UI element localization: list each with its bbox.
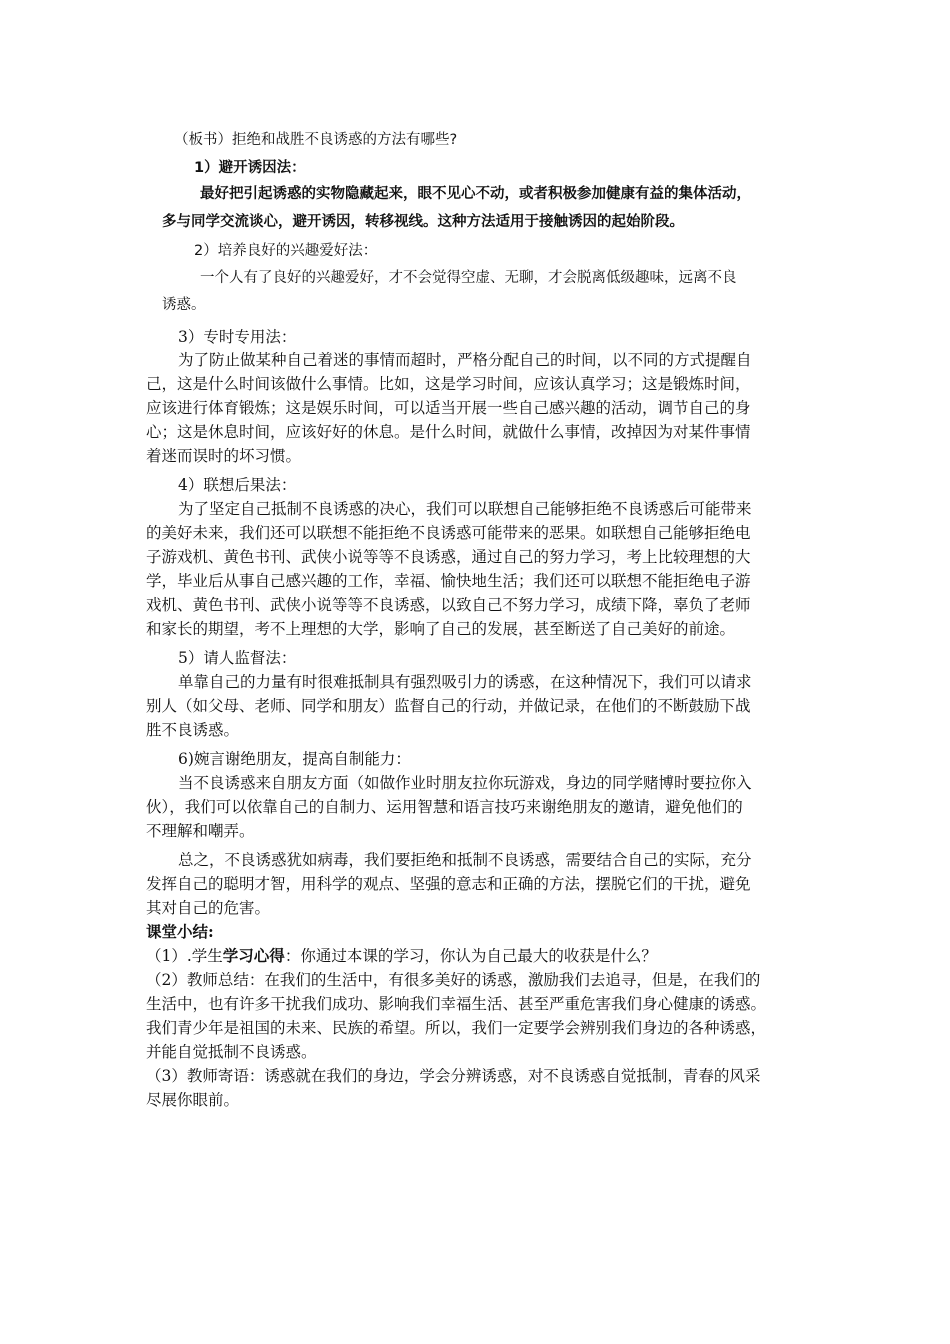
conclusion-text-1: 总之，不良诱惑犹如病毒，我们要拒绝和抵制不良诱惑，需要结合自己的实际，充分 xyxy=(178,851,752,869)
summary-item-1-emphasis: 学习心得 xyxy=(222,946,285,965)
method-2-text-1: 一个人有了良好的兴趣爱好，才不会觉得空虚、无聊，才会脱离低级趣味，远离不良 xyxy=(200,270,737,286)
method-6-title: 6)婉言谢绝朋友，提高自制能力： xyxy=(178,750,411,768)
method-3-text-2: 己，这是什么时间该做什么事情。比如，这是学习时间，应该认真学习；这是锻炼时间， xyxy=(146,375,751,393)
method-5-text-2: 别人（如父母、老师、同学和朋友）监督自己的行动，并做记录，在他们的不断鼓励下战 xyxy=(146,697,751,715)
method-4-text-6: 和家长的期望，考不上理想的大学，影响了自己的发展，甚至断送了自己美好的前途。 xyxy=(146,620,736,638)
summary-item-2-line-2: 生活中，也有许多干扰我们成功、影响我们幸福生活、甚至严重危害我们身心健康的诱惑。 xyxy=(146,995,767,1013)
method-3-text-1: 为了防止做某种自己着迷的事情而超时，严格分配自己的时间，以不同的方式提醒自 xyxy=(178,351,752,369)
conclusion-text-2: 发挥自己的聪明才智，用科学的观点、坚强的意志和正确的方法，摆脱它们的干扰，避免 xyxy=(146,875,751,893)
board-heading: （板书）拒绝和战胜不良诱惑的方法有哪些? xyxy=(174,132,458,148)
method-1-text-1: 最好把引起诱惑的实物隐藏起来，眼不见心不动，或者积极参加健康有益的集体活动， xyxy=(200,186,751,202)
method-3-title: 3）专时专用法： xyxy=(178,328,297,346)
method-2-text-2: 诱惑。 xyxy=(162,297,206,313)
summary-item-2-line-4: 并能自觉抵制不良诱惑。 xyxy=(146,1043,317,1061)
summary-item-3-line-1: （3）教师寄语：诱惑就在我们的身边，学会分辨诱惑，对不良诱惑自觉抵制，青春的风采 xyxy=(146,1067,761,1085)
summary-item-3-line-2: 尽展你眼前。 xyxy=(146,1091,240,1109)
summary-item-2-line-3: 我们青少年是祖国的未来、民族的希望。所以，我们一定要学会辨别我们身边的各种诱惑， xyxy=(146,1019,767,1037)
method-1-title: 1）避开诱因法： xyxy=(194,160,306,176)
method-4-title: 4）联想后果法： xyxy=(178,476,297,494)
method-3-text-3: 应该进行体育锻炼；这是娱乐时间，可以适当开展一些自己感兴趣的活动，调节自己的身 xyxy=(146,399,751,417)
method-3-text-4: 心；这是休息时间，应该好好的休息。是什么时间，就做什么事情，改掉因为对某件事情 xyxy=(146,423,751,441)
method-1-text-2: 多与同学交流谈心，避开诱因，转移视线。这种方法适用于接触诱因的起始阶段。 xyxy=(162,214,684,230)
method-3-text-5: 着迷而误时的坏习惯。 xyxy=(146,447,302,465)
method-6-text-3: 不理解和嘲弄。 xyxy=(146,822,255,840)
method-5-text-3: 胜不良诱惑。 xyxy=(146,721,240,739)
method-6-text-2: 伙），我们可以依靠自己的自制力、运用智慧和语言技巧来谢绝朋友的邀请，避免他们的 xyxy=(146,798,743,816)
method-4-text-3: 子游戏机、黄色书刊、武侠小说等等不良诱惑，通过自己的努力学习，考上比较理想的大 xyxy=(146,548,751,566)
method-5-title: 5）请人监督法： xyxy=(178,649,297,667)
summary-item-2-line-1: （2）教师总结：在我们的生活中，有很多美好的诱惑，激励我们去追寻，但是，在我们的 xyxy=(146,971,761,989)
method-4-text-2: 的美好未来，我们还可以联想不能拒绝不良诱惑可能带来的恶果。如联想自己能够拒绝电 xyxy=(146,524,751,542)
summary-item-1 xyxy=(146,946,657,966)
method-4-text-1: 为了坚定自己抵制不良诱惑的决心，我们可以联想自己能够拒绝不良诱惑后可能带来 xyxy=(178,500,752,518)
summary-item-1-prefix: （1）.学生 xyxy=(146,947,223,965)
conclusion-text-3: 其对自己的危害。 xyxy=(146,899,271,917)
method-6-text-1: 当不良诱惑来自朋友方面（如做作业时朋友拉你玩游戏，身边的同学赌博时要拉你入 xyxy=(178,774,752,792)
method-2-title: 2）培养良好的兴趣爱好法： xyxy=(194,243,378,259)
summary-item-1-rest: ：你通过本课的学习，你认为自己最大的收获是什么？ xyxy=(284,947,657,965)
method-5-text-1: 单靠自己的力量有时很难抵制具有强烈吸引力的诱惑，在这种情况下，我们可以请求 xyxy=(178,673,752,691)
summary-title: 课堂小结: xyxy=(146,922,214,941)
method-4-text-4: 学，毕业后从事自己感兴趣的工作，幸福、愉快地生活；我们还可以联想不能拒绝电子游 xyxy=(146,572,751,590)
method-4-text-5: 戏机、黄色书刊、武侠小说等等不良诱惑，以致自己不努力学习，成绩下降，辜负了老师 xyxy=(146,596,751,614)
